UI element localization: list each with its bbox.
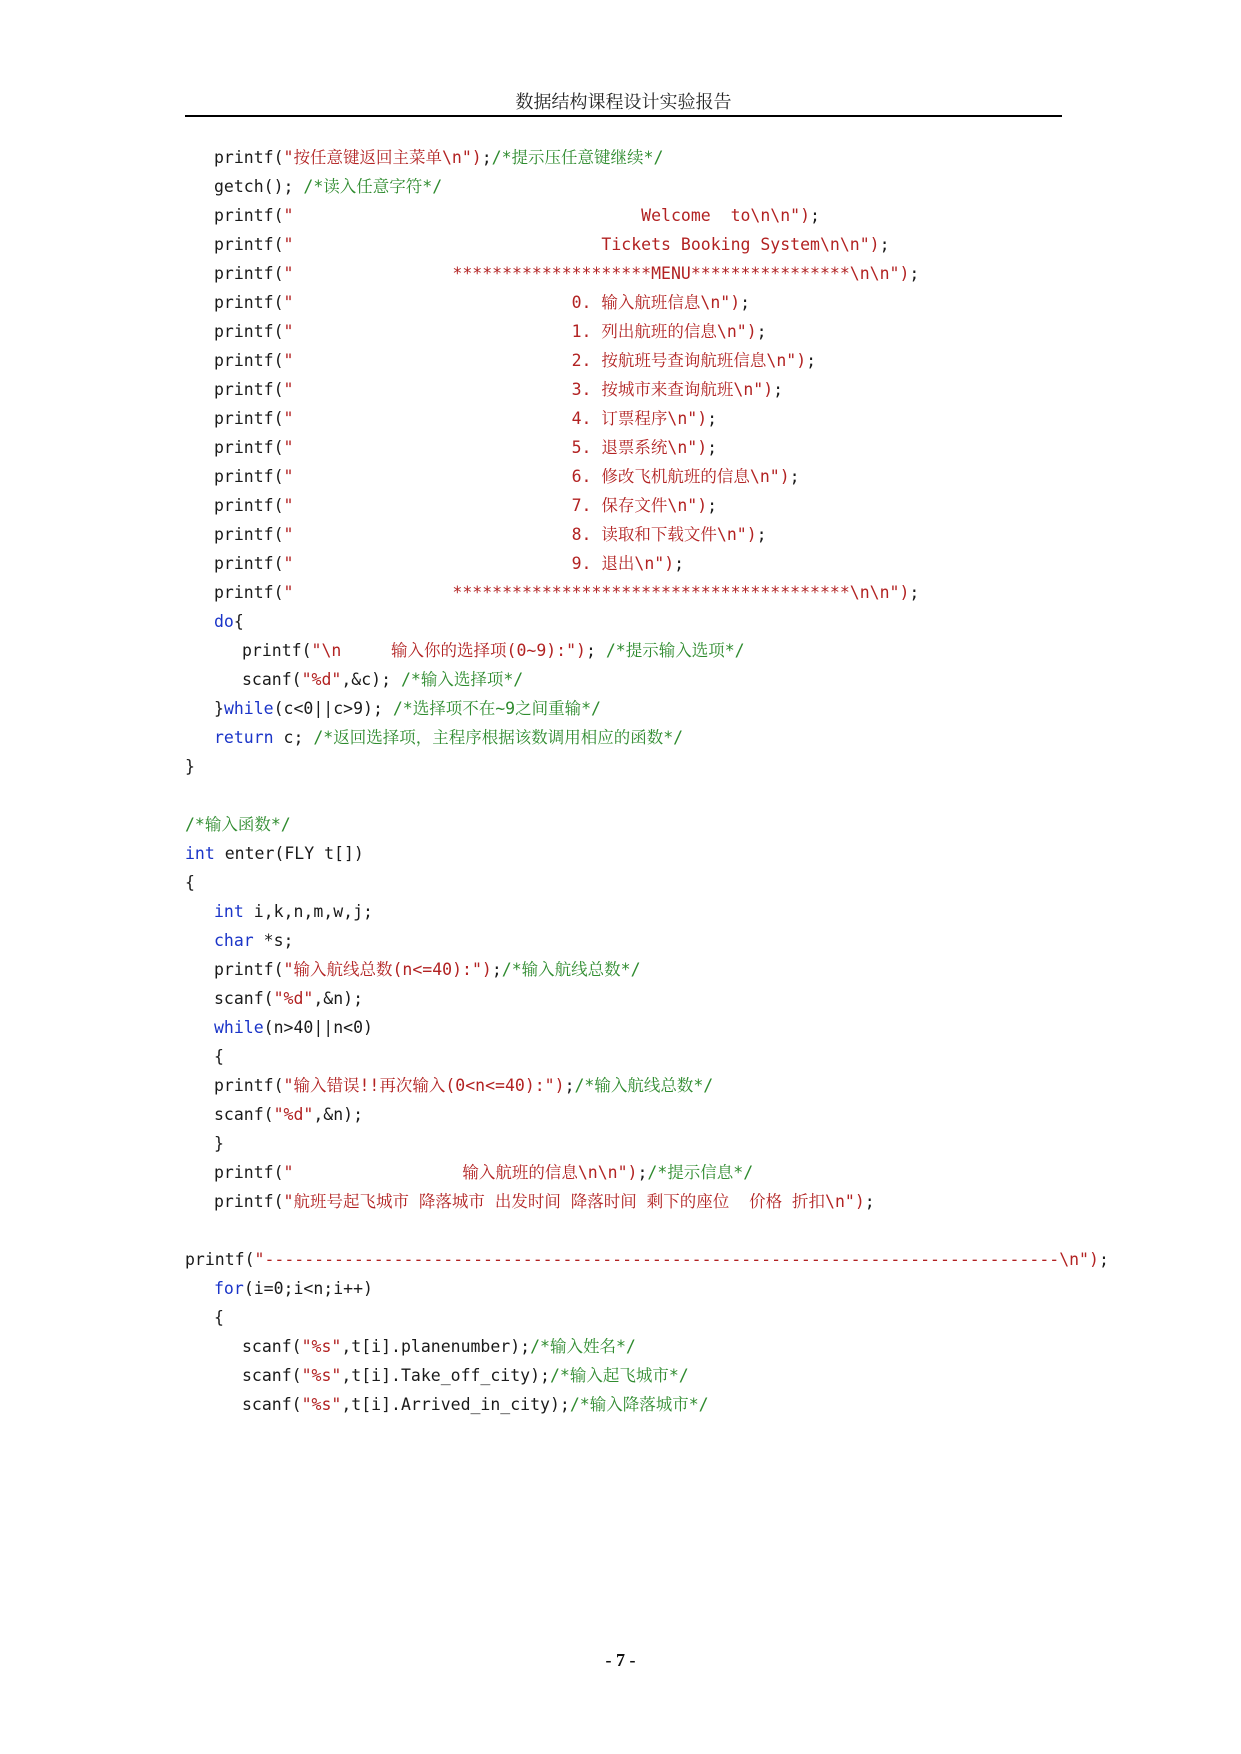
code-token: for [214,1279,244,1298]
code-line [214,322,767,344]
code-line [242,1366,689,1388]
code-line [214,1308,224,1330]
code-line [214,699,601,721]
code-line [214,438,717,460]
code-line [214,1192,875,1214]
code-line [214,902,373,924]
code-token: printf( [214,293,284,312]
code-token: /*输入姓名*/ [530,1337,636,1356]
code-token: " 输入航班的信息\n\n") [283,1163,638,1182]
code-token: printf( [214,1192,284,1211]
code-token: c; [273,728,314,747]
code-token: ; [909,583,920,602]
code-token: } [214,699,224,718]
code-line [214,380,783,402]
code-token: " 9. 退出\n") [283,554,675,573]
code-line [214,206,820,228]
code-line [214,1018,373,1040]
code-line [185,757,195,779]
code-token: return [214,728,274,747]
code-token: printf( [214,554,284,573]
code-token: { [214,1308,224,1327]
code-token: ; [756,525,767,544]
code-token: printf( [214,264,284,283]
code-token: printf( [214,467,284,486]
code-token: "%d" [273,989,314,1008]
code-token: do [214,612,234,631]
code-token: ,&c); [341,670,401,689]
code-token: printf( [214,583,284,602]
code-token: /*提示压任意键继续*/ [491,148,664,167]
code-token: " 6. 修改飞机航班的信息\n") [283,467,790,486]
code-token: printf( [214,525,284,544]
code-line [214,960,641,982]
code-token: ; [481,148,492,167]
code-token: /*提示输入选项*/ [605,641,745,660]
code-token: "%s" [301,1366,342,1385]
code-token: " ********************MENU****************\n\n") [283,264,910,283]
code-token: ; [810,206,820,225]
header-rule [185,115,1062,117]
code-token: scanf( [242,1337,302,1356]
code-token: ; [637,1163,648,1182]
code-token: { [233,612,244,631]
code-token: printf( [214,1163,284,1182]
code-line [185,873,195,895]
code-token: while [214,1018,264,1037]
code-token: "航班号起飞城市 降落城市 出发时间 降落时间 剩下的座位 价格 折扣\n") [283,1192,865,1211]
code-token: " 7. 保存文件\n") [283,496,708,515]
code-token: " 4. 订票程序\n") [283,409,708,428]
code-token: /*输入航线总数*/ [574,1076,714,1095]
code-line [185,1250,1109,1272]
page-number: - 7 - [605,1650,636,1670]
code-token: *s; [253,931,294,950]
code-token: scanf( [242,1395,302,1414]
code-token: "输入错误!!再次输入(0<n<=40):") [283,1076,565,1095]
code-token: /*提示信息*/ [647,1163,754,1182]
code-token: printf( [214,148,284,167]
code-token: ; [879,235,890,254]
code-token: } [185,757,195,776]
code-line [214,148,663,170]
code-token: (n>40||n<0) [263,1018,373,1037]
code-line [214,409,717,431]
code-token: printf( [214,351,284,370]
code-token: ; [756,322,767,341]
code-token: " ****************************************\n\n") [283,583,910,602]
code-token: ,t[i].Arrived_in_city); [341,1395,570,1414]
code-line [214,235,890,257]
code-token: ,&n); [313,989,364,1008]
code-line [214,583,919,605]
code-line [214,554,684,576]
code-token: " 2. 按航班号查询航班信息\n") [283,351,807,370]
code-token: " Tickets Booking System\n\n") [283,235,880,254]
code-token: "\n 输入你的选择项(0~9):") [311,641,586,660]
code-token: "--------------------------------------------------------------------------------\n") [254,1250,1099,1269]
code-line [185,815,291,837]
code-token: "%d" [301,670,342,689]
code-token: (i=0;i<n;i++) [243,1279,373,1298]
code-token: "按任意键返回主菜单\n") [283,148,482,167]
code-token: (c<0||c>9); [273,699,393,718]
code-token: " Welcome to\n\n") [283,206,811,225]
code-token: "%s" [301,1337,342,1356]
code-token: while [223,699,274,718]
code-token: ; [491,960,502,979]
code-line [242,670,523,692]
code-token: printf( [214,496,284,515]
code-token: printf( [214,960,284,979]
code-token: /*输入航线总数*/ [501,960,641,979]
code-token: int [214,902,244,921]
code-token: " 3. 按城市来查询航班\n") [283,380,774,399]
code-token: /*选择项不在~9之间重输*/ [392,699,601,718]
code-token: " 8. 读取和下载文件\n") [283,525,757,544]
code-token: printf( [214,206,284,225]
code-token: ; [789,467,800,486]
code-token: ,&n); [313,1105,364,1124]
code-token: scanf( [214,1105,274,1124]
code-line [214,1163,753,1185]
code-token: "%s" [301,1395,342,1414]
code-token: ; [864,1192,875,1211]
code-token: } [214,1134,224,1153]
code-token: /*输入起飞城市*/ [549,1366,689,1385]
code-line [185,844,364,866]
code-line [214,496,717,518]
code-token: char [214,931,254,950]
code-token: " 0. 输入航班信息\n") [283,293,741,312]
code-token: "输入航线总数(n<=40):") [283,960,492,979]
code-token: ; [707,496,718,515]
code-token: ; [586,641,606,660]
code-token: printf( [214,235,284,254]
code-token: enter(FLY t[]) [214,844,364,863]
code-token: /*输入选择项*/ [400,670,524,689]
code-token: scanf( [242,670,302,689]
code-token: printf( [214,380,284,399]
code-token: printf( [214,409,284,428]
code-token: ; [674,554,685,573]
code-token: ; [707,438,718,457]
code-token: " 1. 列出航班的信息\n") [283,322,757,341]
code-line [214,1279,373,1301]
code-token: printf( [185,1250,255,1269]
code-token: /*输入函数*/ [185,815,291,834]
code-line [242,1395,709,1417]
code-line [214,264,919,286]
code-token: /*输入降落城市*/ [569,1395,709,1414]
code-token: scanf( [214,989,274,1008]
code-token: int [185,844,215,863]
code-token: ; [707,409,718,428]
code-token: printf( [214,322,284,341]
code-line [214,989,363,1011]
code-line [214,1105,363,1127]
code-token: ,t[i].planenumber); [341,1337,531,1356]
code-line [214,931,294,953]
code-token: printf( [214,1076,284,1095]
code-token: printf( [242,641,312,660]
code-line [214,1076,713,1098]
code-token: getch(); [214,177,304,196]
code-token: i,k,n,m,w,j; [243,902,373,921]
code-token: "%d" [273,1105,314,1124]
code-token: ; [740,293,751,312]
code-line [214,612,244,634]
code-token: ; [564,1076,575,1095]
code-token: ,t[i].Take_off_city); [341,1366,550,1385]
code-token: scanf( [242,1366,302,1385]
code-token: ; [909,264,920,283]
code-line [214,293,750,315]
code-token: { [214,1047,224,1066]
code-token: ; [1098,1250,1109,1269]
page-header-title: 数据结构课程设计实验报告 [515,92,732,113]
code-token: ; [773,380,784,399]
code-line [214,467,800,489]
code-token: printf( [214,438,284,457]
code-line [214,177,442,199]
code-token: /*返回选择项，主程序根据该数调用相应的函数*/ [313,728,684,747]
code-token: " 5. 退票系统\n") [283,438,708,457]
code-token: /*读入任意字符*/ [303,177,443,196]
code-line [214,1047,224,1069]
code-line [214,1134,224,1156]
code-line [214,728,683,750]
code-token: ; [806,351,817,370]
code-line [242,1337,636,1359]
code-line [242,641,745,663]
code-line [214,525,767,547]
code-line [214,351,816,373]
code-token: { [185,873,195,892]
